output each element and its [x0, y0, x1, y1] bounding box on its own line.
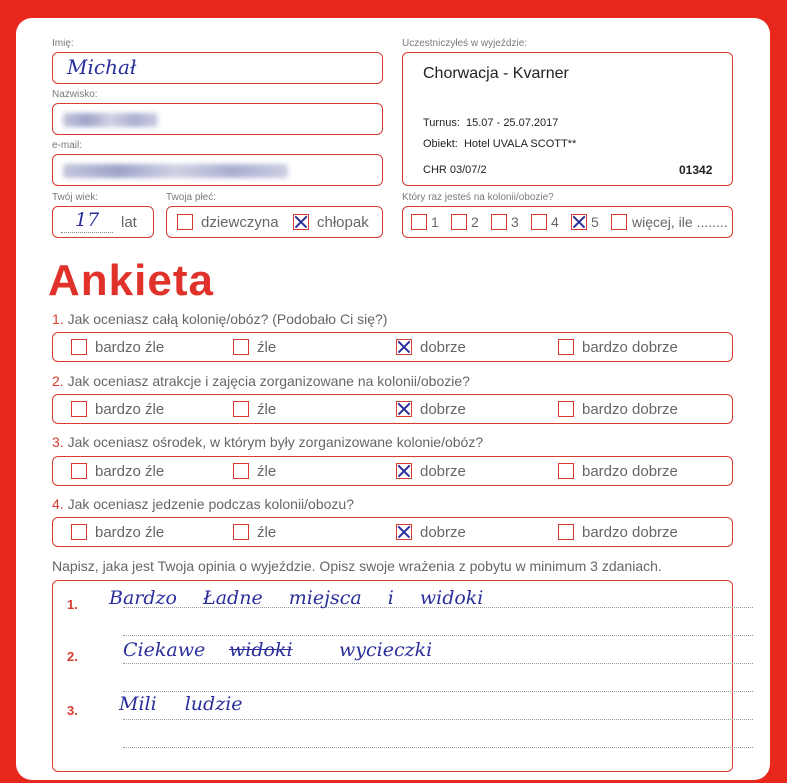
question-1-options [52, 332, 733, 362]
q1-option-very-good[interactable]: bardzo dobrze [558, 333, 678, 361]
opinion-prompt: Napisz, jaka jest Twoja opinia o wyjeździe. Opisz swoje wrażenia z pobytu w minimum 3 zdaniach. [52, 558, 662, 574]
q4-option-very-bad[interactable]: bardzo źle [71, 518, 164, 546]
question-4: 4. Jak oceniasz jedzenie podczas kolonii/obozu? [52, 496, 354, 512]
q3-bad-checkbox[interactable] [233, 463, 249, 479]
q2-option-bad[interactable]: źle [233, 395, 276, 423]
answer-2-rest: wycieczki [339, 639, 433, 661]
redacted-last-name [63, 113, 158, 127]
age-label: Twój wiek: [52, 192, 99, 203]
obiekt-value: Hotel UVALA SCOTT** [463, 138, 577, 150]
gender-boy-checkbox[interactable] [293, 214, 309, 230]
opinion-box[interactable] [52, 580, 733, 772]
trip-label: Uczestniczyłeś w wyjeździe: [402, 38, 528, 49]
q4-very-bad-checkbox[interactable] [71, 524, 87, 540]
q3-option-bad[interactable]: źle [233, 457, 276, 485]
last-name-field[interactable] [52, 103, 383, 135]
times-5-checkbox[interactable] [571, 214, 587, 230]
q1-option-good[interactable]: dobrze [396, 333, 466, 361]
opinion-line-4 [123, 691, 753, 692]
opinion-line-2 [123, 635, 753, 636]
q3-very-bad-checkbox[interactable] [71, 463, 87, 479]
answer-3-text: Mili ludzie [119, 693, 243, 715]
times-option-3[interactable]: 3 [491, 207, 519, 237]
first-name-value: Michał [67, 55, 137, 79]
q1-bad-checkbox[interactable] [233, 339, 249, 355]
obiekt-label: Obiekt: [423, 138, 458, 150]
times-field [402, 206, 733, 238]
q1-good-checkbox[interactable] [396, 339, 412, 355]
q2-good-checkbox[interactable] [396, 401, 412, 417]
times-2-checkbox[interactable] [451, 214, 467, 230]
email-label: e-mail: [52, 140, 83, 151]
q3-very-good-checkbox[interactable] [558, 463, 574, 479]
times-3-checkbox[interactable] [491, 214, 507, 230]
answer-2-num: 2. [67, 649, 78, 664]
q2-option-good[interactable]: dobrze [396, 395, 466, 423]
q4-option-good[interactable]: dobrze [396, 518, 466, 546]
answer-1-text: Bardzo Ładne miejsca i widoki [109, 587, 484, 609]
trip-object [423, 138, 576, 150]
trip-name: Chorwacja - Kvarner [423, 65, 569, 82]
question-4-options [52, 517, 733, 547]
q4-good-checkbox[interactable] [396, 524, 412, 540]
q1-option-very-bad[interactable]: bardzo źle [71, 333, 164, 361]
q3-good-checkbox[interactable] [396, 463, 412, 479]
age-field[interactable] [52, 206, 154, 238]
question-1: 1. Jak oceniasz całą kolonię/obóz? (Podobało Ci się?) [52, 311, 388, 327]
times-label: Który raz jesteś na kolonii/obozie? [402, 192, 554, 203]
opinion-line-6 [123, 747, 753, 748]
question-3: 3. Jak oceniasz ośrodek, w którym były zorganizowane kolonie/obóz? [52, 434, 484, 450]
times-option-4[interactable]: 4 [531, 207, 559, 237]
q4-very-good-checkbox[interactable] [558, 524, 574, 540]
opinion-line-3 [123, 663, 753, 664]
q4-option-bad[interactable]: źle [233, 518, 276, 546]
first-name-label: Imię: [52, 38, 74, 49]
gender-option-girl[interactable] [177, 207, 279, 237]
q3-option-very-bad[interactable]: bardzo źle [71, 457, 164, 485]
survey-sheet [16, 18, 770, 780]
times-option-more[interactable]: więcej, ile ........ [611, 207, 728, 237]
question-3-options [52, 456, 733, 486]
last-name-label: Nazwisko: [52, 89, 98, 100]
answer-1-num: 1. [67, 597, 78, 612]
answer-2-text: Ciekawe [123, 639, 206, 661]
q3-option-very-good[interactable]: bardzo dobrze [558, 457, 678, 485]
answer-3-num: 3. [67, 703, 78, 718]
answer-2-crossed: widoki [229, 639, 293, 661]
email-field[interactable] [52, 154, 383, 186]
times-4-checkbox[interactable] [531, 214, 547, 230]
q2-very-good-checkbox[interactable] [558, 401, 574, 417]
gender-label: Twoja płeć: [166, 192, 217, 203]
gender-girl-checkbox[interactable] [177, 214, 193, 230]
trip-code: CHR 03/07/2 [423, 164, 487, 176]
turnus-label: Turnus: [423, 117, 460, 129]
q1-very-good-checkbox[interactable] [558, 339, 574, 355]
q1-option-bad[interactable]: źle [233, 333, 276, 361]
gender-field [166, 206, 383, 238]
trip-box [402, 52, 733, 186]
question-2: 2. Jak oceniasz atrakcje i zajęcia zorganizowane na kolonii/obozie? [52, 373, 470, 389]
age-unit: lat [121, 214, 137, 231]
times-1-checkbox[interactable] [411, 214, 427, 230]
trip-number: 01342 [679, 163, 713, 177]
q2-option-very-bad[interactable]: bardzo źle [71, 395, 164, 423]
gender-option-boy[interactable] [293, 207, 369, 237]
turnus-value: 15.07 - 25.07.2017 [466, 117, 559, 129]
survey-title: Ankieta [48, 256, 214, 305]
first-name-field[interactable] [52, 52, 383, 84]
opinion-line-5 [123, 719, 753, 720]
q2-option-very-good[interactable]: bardzo dobrze [558, 395, 678, 423]
q4-bad-checkbox[interactable] [233, 524, 249, 540]
times-more-checkbox[interactable] [611, 214, 627, 230]
trip-turnus [423, 117, 558, 129]
gender-girl-label: dziewczyna [201, 213, 279, 231]
q4-option-very-good[interactable]: bardzo dobrze [558, 518, 678, 546]
redacted-email [63, 164, 288, 178]
times-option-2[interactable]: 2 [451, 207, 479, 237]
age-value: 17 [75, 209, 100, 231]
question-2-options [52, 394, 733, 424]
gender-boy-label: chłopak [317, 213, 369, 231]
q2-bad-checkbox[interactable] [233, 401, 249, 417]
q3-option-good[interactable]: dobrze [396, 457, 466, 485]
times-option-1[interactable]: 1 [411, 207, 439, 237]
q1-very-bad-checkbox[interactable] [71, 339, 87, 355]
times-option-5[interactable]: 5 [571, 207, 599, 237]
q2-very-bad-checkbox[interactable] [71, 401, 87, 417]
